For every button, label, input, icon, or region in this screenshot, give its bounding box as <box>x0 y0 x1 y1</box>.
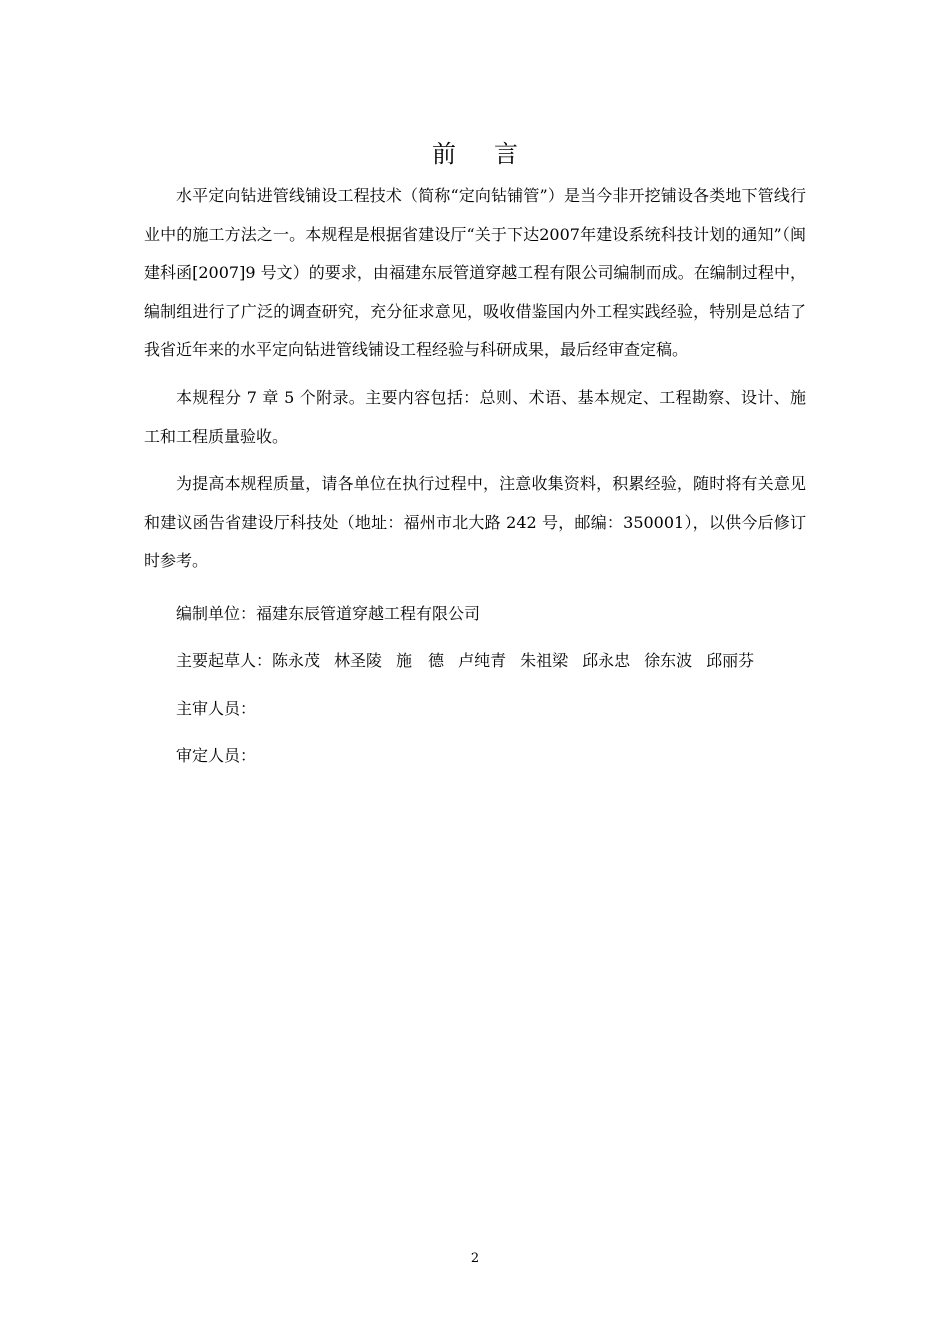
page-title <box>0 138 950 170</box>
chief-reviewers-line <box>144 685 806 733</box>
drafter-name: 林圣陵 <box>334 651 383 671</box>
drafter-name: 卢纯青 <box>458 651 507 671</box>
page-number: 2 <box>470 1251 480 1266</box>
drafter-name: 陈永茂 <box>272 651 321 671</box>
drafter-name: 徐东波 <box>644 651 693 671</box>
main-drafters-line <box>144 637 806 685</box>
drafter-name: 邱丽芬 <box>706 651 755 671</box>
reviewers-label: 审定人员： <box>176 746 257 766</box>
main-drafters-label: 主要起草人： <box>176 651 273 671</box>
drafter-name: 邱永忠 <box>582 651 631 671</box>
compiling-unit-line <box>144 590 806 638</box>
paragraph-contents: 本规程分 7 章 5 个附录。主要内容包括：总则、术语、基本规定、工程勘察、设计、施工和工程质量验收。 <box>144 387 806 446</box>
compiling-unit-label: 编制单位： <box>176 603 257 623</box>
title-char: 前 <box>432 140 456 169</box>
title-char: 言 <box>494 140 518 169</box>
paragraph-feedback: 为提高本规程质量，请各单位在执行过程中，注意收集资料，积累经验，随时将有关意见和建议函告省建设厅科技处（地址：福州市北大路 242 号，邮编：350001），以供今后修订时参考。 <box>144 474 806 571</box>
drafter-name: 朱祖梁 <box>520 651 569 671</box>
main-drafters-names <box>272 651 754 670</box>
reviewers-line <box>144 732 806 780</box>
compiling-unit-value: 福建东辰管道穿越工程有限公司 <box>256 603 481 623</box>
drafter-name: 施 德 <box>396 651 445 671</box>
preface-body <box>144 177 806 780</box>
chief-reviewers-label: 主审人员： <box>176 698 257 718</box>
paragraph-background: 水平定向钻进管线铺设工程技术（简称“定向钻铺管”）是当今非开挖铺设各类地下管线行业中的施工方法之一。本规程是根据省建设厅“关于下达2007年建设系统科技计划的通知”（闽建科函[2007]9 号文）的要求，由福建东辰管道穿越工程有限公司编制而成。在编制过程中，编制组进行了广泛的调查研究，充分征求意见，吸收借鉴国内外工程实践经验，特别是总结了我省近年来的水平定向钻进管线铺设工程经验与科研成果，最后经审查定稿。 <box>144 186 806 360</box>
